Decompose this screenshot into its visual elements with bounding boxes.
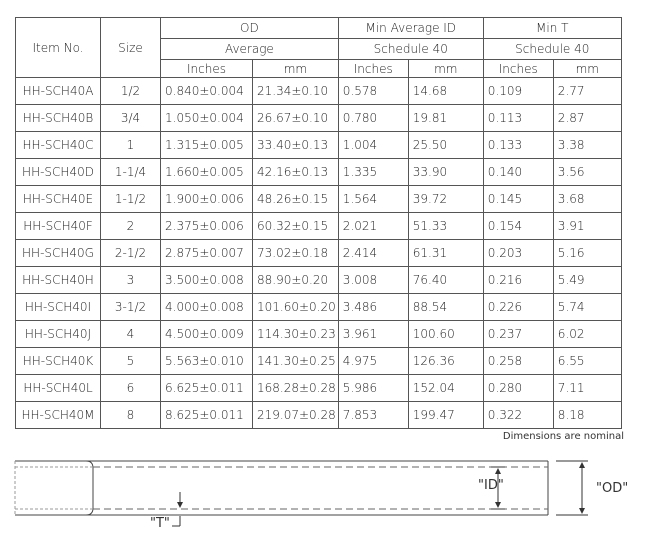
- cell-id-mm: 152.04: [408, 375, 483, 402]
- pipe-end-cap: [15, 461, 93, 515]
- cell-id-inches: 4.975: [338, 348, 408, 375]
- cell-id-inches: 0.578: [338, 78, 408, 105]
- table-row: [16, 105, 622, 132]
- cell-item-no: HH-SCH40F: [16, 213, 101, 240]
- cell-size: 5: [101, 348, 161, 375]
- table-row: [16, 321, 622, 348]
- cell-size: 2: [101, 213, 161, 240]
- cell-od-inches: 4.500±0.009: [161, 321, 253, 348]
- cell-item-no: HH-SCH40J: [16, 321, 101, 348]
- cell-t-inches: 0.113: [483, 105, 553, 132]
- cell-size: 3/4: [101, 105, 161, 132]
- cell-od-mm: 33.40±0.13: [253, 132, 339, 159]
- id-arrow-down: [495, 502, 501, 508]
- cell-od-mm: 88.90±0.20: [253, 267, 339, 294]
- table-row: [16, 213, 622, 240]
- header-od-mm: mm: [253, 60, 339, 78]
- cell-id-inches: 3.008: [338, 267, 408, 294]
- cell-id-inches: 2.021: [338, 213, 408, 240]
- cell-t-inches: 0.216: [483, 267, 553, 294]
- header-min-average-id: Min Average ID: [338, 18, 483, 39]
- cell-item-no: HH-SCH40G: [16, 240, 101, 267]
- cell-item-no: HH-SCH40M: [16, 402, 101, 429]
- cell-od-mm: 101.60±0.20: [253, 294, 339, 321]
- header-id-mm: mm: [408, 60, 483, 78]
- cell-item-no: HH-SCH40A: [16, 78, 101, 105]
- cell-id-mm: 100.60: [408, 321, 483, 348]
- cell-id-inches: 2.414: [338, 240, 408, 267]
- cell-item-no: HH-SCH40E: [16, 186, 101, 213]
- cell-od-inches: 8.625±0.011: [161, 402, 253, 429]
- cell-id-mm: 76.40: [408, 267, 483, 294]
- cell-od-inches: 1.900±0.006: [161, 186, 253, 213]
- cell-id-inches: 5.986: [338, 375, 408, 402]
- cell-size: 1-1/4: [101, 159, 161, 186]
- cell-od-mm: 141.30±0.25: [253, 348, 339, 375]
- pipe-spec-table: [15, 17, 622, 429]
- cell-size: 8: [101, 402, 161, 429]
- cell-id-mm: 19.81: [408, 105, 483, 132]
- cell-od-inches: 3.500±0.008: [161, 267, 253, 294]
- cell-t-mm: 5.74: [553, 294, 621, 321]
- cell-size: 2-1/2: [101, 240, 161, 267]
- dimensions-note: Dimensions are nominal: [502, 431, 624, 442]
- t-arrow-down: [177, 502, 183, 508]
- table-row: [16, 78, 622, 105]
- cell-size: 4: [101, 321, 161, 348]
- table-row: [16, 267, 622, 294]
- cell-id-inches: 3.486: [338, 294, 408, 321]
- cell-t-inches: 0.226: [483, 294, 553, 321]
- cell-od-inches: 2.375±0.006: [161, 213, 253, 240]
- header-size: Size: [101, 18, 161, 78]
- cell-od-mm: 219.07±0.28: [253, 402, 339, 429]
- table-row: [16, 402, 622, 429]
- cell-od-inches: 1.315±0.005: [161, 132, 253, 159]
- cell-id-inches: 1.335: [338, 159, 408, 186]
- cell-id-inches: 1.564: [338, 186, 408, 213]
- cell-od-inches: 4.000±0.008: [161, 294, 253, 321]
- header-od-inches: Inches: [161, 60, 253, 78]
- cell-od-inches: 2.875±0.007: [161, 240, 253, 267]
- header-schedule-id: Schedule 40: [338, 39, 483, 60]
- cell-size: 1: [101, 132, 161, 159]
- cell-item-no: HH-SCH40B: [16, 105, 101, 132]
- cell-item-no: HH-SCH40I: [16, 294, 101, 321]
- cell-t-mm: 3.56: [553, 159, 621, 186]
- cell-t-mm: 2.87: [553, 105, 621, 132]
- cell-t-mm: 6.02: [553, 321, 621, 348]
- cell-t-inches: 0.133: [483, 132, 553, 159]
- cell-t-inches: 0.109: [483, 78, 553, 105]
- cell-item-no: HH-SCH40C: [16, 132, 101, 159]
- cell-od-mm: 60.32±0.15: [253, 213, 339, 240]
- cell-od-inches: 0.840±0.004: [161, 78, 253, 105]
- cell-id-mm: 39.72: [408, 186, 483, 213]
- cell-t-inches: 0.203: [483, 240, 553, 267]
- cell-t-mm: 5.16: [553, 240, 621, 267]
- cell-t-mm: 3.68: [553, 186, 621, 213]
- header-schedule-t: Schedule 40: [483, 39, 621, 60]
- header-average: Average: [161, 39, 339, 60]
- table-row: [16, 159, 622, 186]
- table-row: [16, 132, 622, 159]
- cell-od-inches: 1.050±0.004: [161, 105, 253, 132]
- cell-id-mm: 88.54: [408, 294, 483, 321]
- cell-size: 6: [101, 375, 161, 402]
- header-min-t: Min T: [483, 18, 621, 39]
- header-od: OD: [161, 18, 339, 39]
- cell-id-mm: 33.90: [408, 159, 483, 186]
- cell-size: 1/2: [101, 78, 161, 105]
- cell-od-mm: 48.26±0.15: [253, 186, 339, 213]
- cell-item-no: HH-SCH40D: [16, 159, 101, 186]
- table-row: [16, 240, 622, 267]
- cell-id-mm: 126.36: [408, 348, 483, 375]
- cell-id-inches: 0.780: [338, 105, 408, 132]
- cell-size: 3: [101, 267, 161, 294]
- table-row: [16, 186, 622, 213]
- od-label: "OD": [596, 481, 629, 496]
- cell-t-mm: 5.49: [553, 267, 621, 294]
- cell-od-mm: 73.02±0.18: [253, 240, 339, 267]
- id-label: "ID": [478, 478, 504, 493]
- od-arrow-up: [579, 462, 585, 468]
- cell-t-mm: 7.11: [553, 375, 621, 402]
- cell-id-mm: 25.50: [408, 132, 483, 159]
- cell-od-inches: 5.563±0.010: [161, 348, 253, 375]
- cell-id-mm: 51.33: [408, 213, 483, 240]
- cell-t-mm: 8.18: [553, 402, 621, 429]
- cell-t-inches: 0.154: [483, 213, 553, 240]
- cell-t-inches: 0.145: [483, 186, 553, 213]
- cell-t-mm: 2.77: [553, 78, 621, 105]
- table-row: [16, 348, 622, 375]
- cell-t-inches: 0.140: [483, 159, 553, 186]
- cell-od-mm: 21.34±0.10: [253, 78, 339, 105]
- cell-size: 3-1/2: [101, 294, 161, 321]
- table-body: [16, 78, 622, 429]
- cell-id-mm: 61.31: [408, 240, 483, 267]
- cell-item-no: HH-SCH40H: [16, 267, 101, 294]
- cell-t-mm: 3.91: [553, 213, 621, 240]
- od-arrow-down: [579, 508, 585, 514]
- cell-t-inches: 0.280: [483, 375, 553, 402]
- cell-item-no: HH-SCH40L: [16, 375, 101, 402]
- cell-od-inches: 6.625±0.011: [161, 375, 253, 402]
- header-item-no: Item No.: [16, 18, 101, 78]
- cell-t-mm: 6.55: [553, 348, 621, 375]
- cell-od-mm: 114.30±0.23: [253, 321, 339, 348]
- cell-t-inches: 0.237: [483, 321, 553, 348]
- cell-id-inches: 7.853: [338, 402, 408, 429]
- header-id-inches: Inches: [338, 60, 408, 78]
- t-label: "T": [150, 516, 170, 531]
- table-row: [16, 294, 622, 321]
- cell-od-inches: 1.660±0.005: [161, 159, 253, 186]
- cell-t-inches: 0.322: [483, 402, 553, 429]
- pipe-diagram: [0, 448, 658, 535]
- table-row: [16, 375, 622, 402]
- cell-t-inches: 0.258: [483, 348, 553, 375]
- cell-od-mm: 42.16±0.13: [253, 159, 339, 186]
- cell-size: 1-1/2: [101, 186, 161, 213]
- id-arrow-up: [495, 468, 501, 474]
- cell-item-no: HH-SCH40K: [16, 348, 101, 375]
- cell-id-inches: 3.961: [338, 321, 408, 348]
- cell-id-mm: 14.68: [408, 78, 483, 105]
- cell-od-mm: 26.67±0.10: [253, 105, 339, 132]
- header-t-mm: mm: [553, 60, 621, 78]
- cell-id-mm: 199.47: [408, 402, 483, 429]
- cell-od-mm: 168.28±0.28: [253, 375, 339, 402]
- cell-id-inches: 1.004: [338, 132, 408, 159]
- header-t-inches: Inches: [483, 60, 553, 78]
- cell-t-mm: 3.38: [553, 132, 621, 159]
